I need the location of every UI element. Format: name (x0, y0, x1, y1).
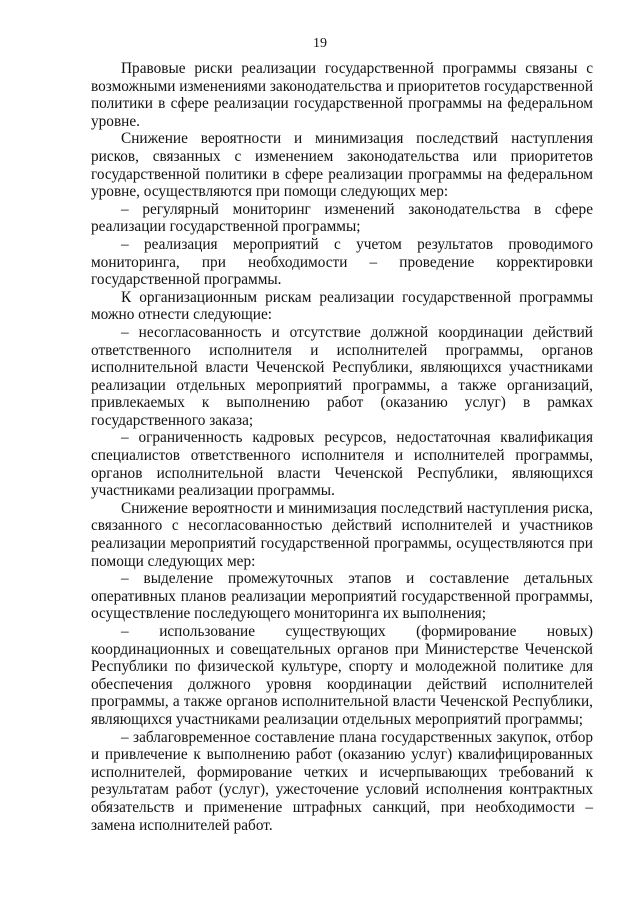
list-item-monitoring: – регулярный мониторинг изменений законодательства в сфере реализации государственной программы; (91, 200, 593, 236)
list-item-procurement: – заблаговременное составление плана государственных закупок, отбор и привлечение к выполнению работ (оказанию услуг) квалифицированных исполнителей, формирование четких и исчерпывающих требований к результатам работ (услуг), ужесточение условий исполнения контрактных обязательств и применение штрафных санкций, при необходимости – замена исполнителей работ. (91, 728, 593, 834)
document-body (91, 60, 593, 834)
list-item-stages: – выделение промежуточных этапов и составление детальных оперативных планов реализации мероприятий государственной программы, осуществление последующего мониторинга их выполнения; (91, 570, 593, 623)
paragraph-legal-risks: Правовые риски реализации государственной программы связаны с возможными изменениями законодательства и приоритетов государственной политики в сфере реализации государственной программы на федеральном уровне. (91, 60, 593, 130)
list-item-coordination-bodies: – использование существующих (формирование новых) координационных и совещательных органов при Министерстве Чеченской Республики по физической культуре, спорту и молодежной политике для обеспечения должного уровня координации действий исполнителей программы, а также органов исполнительной власти Чеченской Республики, являющихся участниками реализации отдельных мероприятий программы; (91, 623, 593, 728)
list-item-adjustment: – реализация мероприятий с учетом результатов проводимого мониторинга, при необходимости – проведение корректировки государственной программы. (91, 235, 593, 289)
paragraph-organizational-risks: К организационным рискам реализации государственной программы можно отнести следующие: (91, 288, 593, 324)
paragraph-organizational-mitigation: Снижение вероятности и минимизация последствий наступления риска, связанного с несогласованностью действий исполнителей и участников реализации мероприятий государственной программы, осуществляются при помощи следующих мер: (91, 499, 593, 570)
paragraph-legal-risk-mitigation: Снижение вероятности и минимизация последствий наступления рисков, связанных с изменением законодательства или приоритетов государственной политики в сфере реализации программы на федеральном уровне, осуществляются при помощи следующих мер: (91, 130, 593, 201)
list-item-coordination: – несогласованность и отсутствие должной координации действий ответственного исполнителя и исполнителей программы, органов исполнительной власти Чеченской Республики, являющихся участниками реализации отдельных мероприятий программы, а также организаций, привлекаемых к выполнению работ (оказанию услуг) в рамках государственного заказа; (91, 323, 593, 429)
list-item-staffing: – ограниченность кадровых ресурсов, недостаточная квалификация специалистов ответственного исполнителя и исполнителей программы, органов исполнительной власти Чеченской Республики, являющихся участниками реализации программы. (91, 429, 593, 500)
page-number: 19 (313, 36, 327, 51)
